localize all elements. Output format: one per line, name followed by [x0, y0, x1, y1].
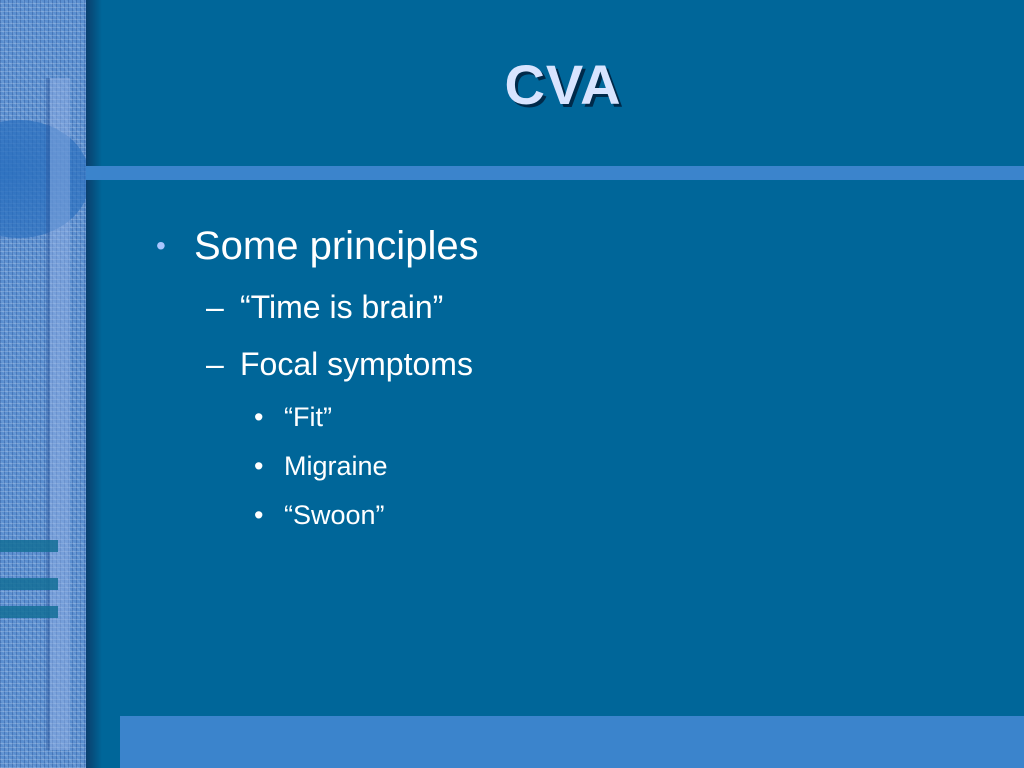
bullet-text: Migraine [284, 451, 388, 481]
bullet-text: “Fit” [284, 402, 332, 432]
bullet-marker: • [254, 500, 264, 530]
bullet-marker: • [156, 230, 166, 261]
bullet-item-level1 [156, 224, 479, 269]
bullet-marker: • [254, 451, 264, 481]
dash-marker: – [206, 346, 224, 382]
slide-title: CVA [504, 53, 622, 116]
bullet-text: “Swoon” [284, 500, 385, 530]
dash-marker: – [206, 289, 224, 325]
bullet-item-level2 [206, 346, 473, 383]
bullet-item-level3 [254, 402, 332, 433]
bullet-item-level2 [206, 289, 444, 326]
bullet-item-level3 [254, 451, 388, 482]
decorative-bottom-band [120, 716, 1024, 768]
bullet-text: Focal symptoms [240, 346, 473, 382]
bullet-item-level3 [254, 500, 385, 531]
bullet-marker: • [254, 402, 264, 432]
bullet-text: Some principles [194, 224, 479, 268]
bullet-text: “Time is brain” [240, 289, 444, 325]
